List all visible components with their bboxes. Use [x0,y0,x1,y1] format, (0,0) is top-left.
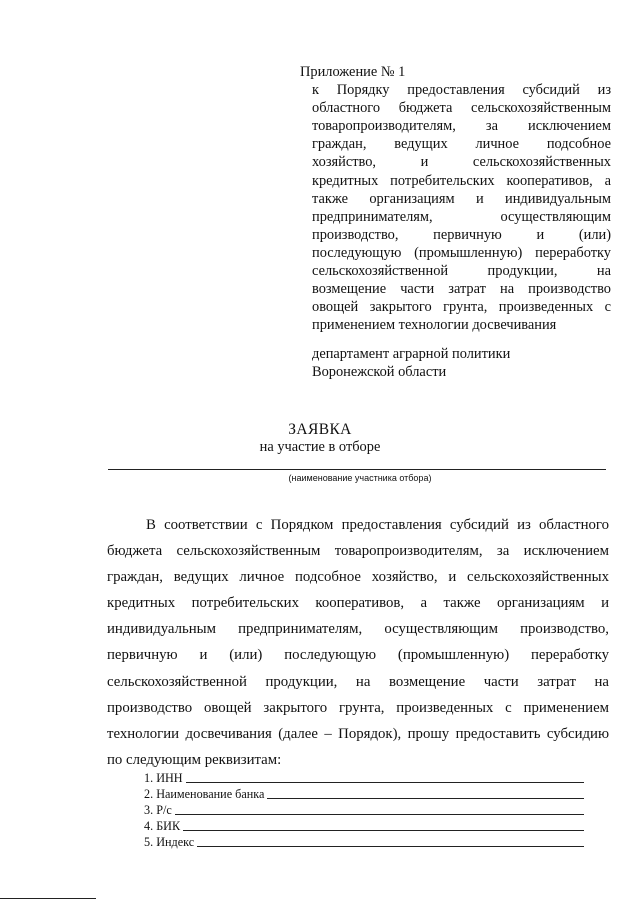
requisite-index [144,834,584,850]
annex-line: овощей закрытого грунта, произведенных с [312,299,611,316]
paragraph-line: производство овощей закрытого грунта, произведенных с применением [107,699,609,716]
paragraph-line: технологии досвечивания (далее – Порядок), прошу предоставить субсидию [107,725,609,742]
annex-line: возмещение части затрат на производство [312,281,611,298]
paragraph-line: бюджета сельскохозяйственным товаропроизводителям, за исключением [107,543,609,560]
addressee-line: департамент аграрной политики [312,346,511,362]
paragraph-line: кредитных потребительских кооперативов, а также организациям и [107,595,609,612]
annex-line: применением технологии досвечивания [312,317,557,334]
footnote-separator [0,898,96,899]
inn-field[interactable] [186,781,584,783]
requisite-inn [144,770,584,786]
annex-text [312,81,611,334]
annex-line: областного бюджета сельскохозяйственным [312,100,611,117]
requisite-label: 4. БИК [144,819,181,833]
requisite-account [144,802,584,818]
requisites-list [144,770,584,850]
paragraph-line: В соответствии с Порядком предоставления субсидий из областного [146,517,609,533]
annex-line: к Порядку предоставления субсидий из [312,82,611,99]
paragraph-line: по следующим реквизитам: [107,751,282,768]
requisite-label: 2. Наименование банка [144,787,265,801]
annex-heading: Приложение № 1 [300,64,406,80]
requisite-label: 1. ИНН [144,771,183,785]
document-subtitle: на участие в отборе [259,439,381,455]
addressee-line: Воронежской области [312,364,447,380]
requisite-label: 3. Р/с [144,803,172,817]
requisite-label: 5. Индекс [144,835,195,849]
annex-line: также организациям и индивидуальным [312,190,611,207]
annex-line: предпринимателям, осуществляющим [312,208,611,225]
annex-block [300,63,611,334]
paragraph-line: индивидуальным предпринимателям, осуществляющим производство, [107,621,609,638]
participant-name-caption: (наименование участника отбора) [288,473,432,483]
addressee [312,345,510,381]
annex-line: последующую (промышленную) переработку [312,244,611,261]
request-paragraph [107,512,609,773]
annex-line: хозяйство, и сельскохозяйственных [312,154,611,171]
paragraph-line: граждан, ведущих личное подсобное хозяйство, и сельскохозяйственных [107,569,609,586]
account-field[interactable] [175,813,584,815]
annex-line: товаропроизводителям, за исключением [312,118,611,135]
bank-name-field[interactable] [267,797,584,799]
participant-name-field[interactable] [108,469,606,470]
index-field[interactable] [197,845,584,847]
annex-line: кредитных потребительских кооперативов, а [312,172,611,189]
document-title: ЗАЯВКА [288,421,352,438]
annex-line: сельскохозяйственной продукции, на [312,263,611,280]
annex-line: производство, первичную и (или) [312,226,611,243]
paragraph-line: первичную и (или) последующую (промышленную) переработку [107,647,609,664]
bik-field[interactable] [183,829,584,831]
requisite-bik [144,818,584,834]
paragraph-line: сельскохозяйственной продукции, на возмещение части затрат на [107,673,609,690]
annex-line: граждан, ведущих личное подсобное [312,136,611,153]
requisite-bank-name [144,786,584,802]
